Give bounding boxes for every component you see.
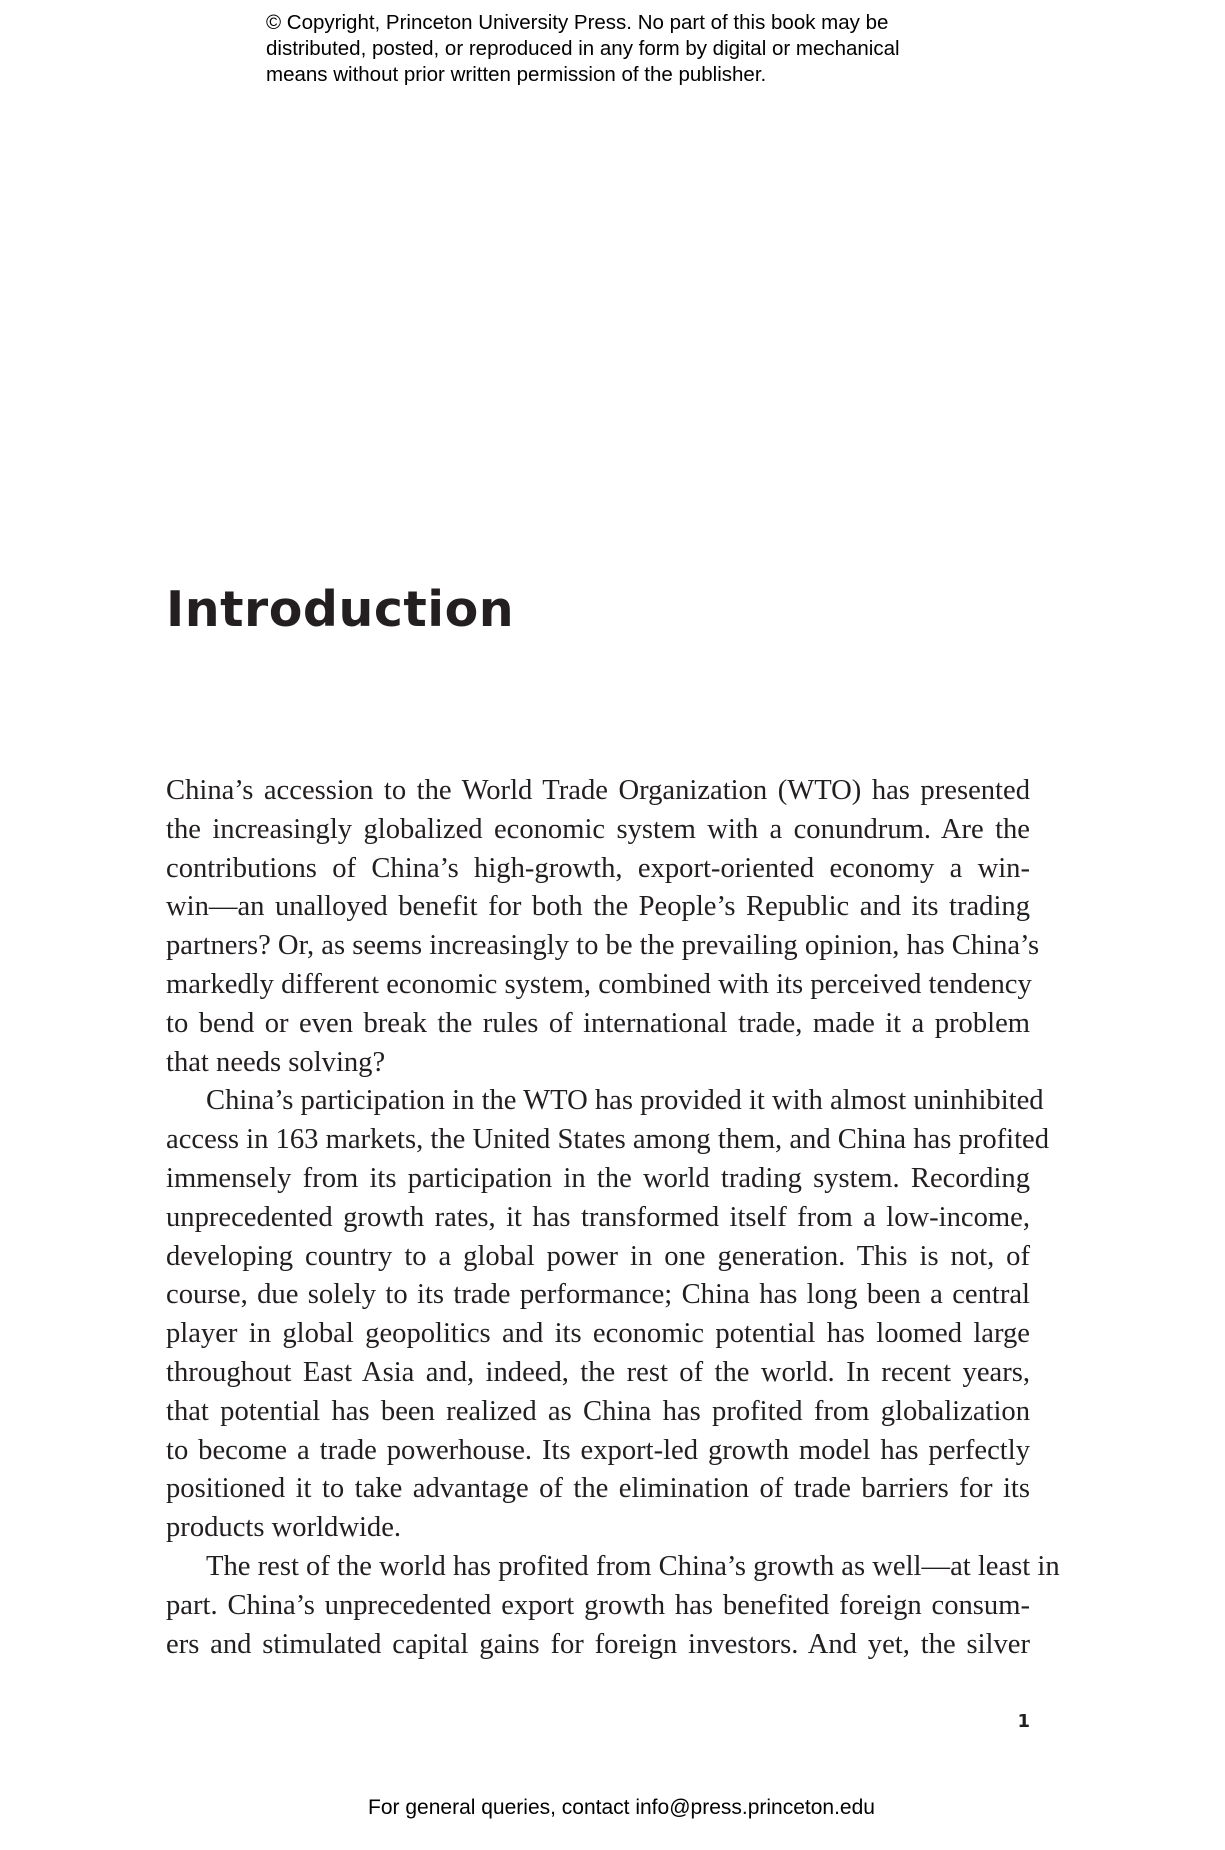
copyright-notice <box>266 10 986 88</box>
text-line: contributions of China’s high-growth, export-oriented economy a win- <box>166 852 1030 884</box>
footer-text: For general queries, contact info@press.princeton.edu <box>368 1796 875 1819</box>
footer-contact <box>0 1795 1225 1821</box>
text-line: markedly different economic system, combined with its perceived tendency <box>166 968 1032 1000</box>
text-line: partners? Or, as seems increasingly to be the prevailing opinion, has China’s <box>166 930 1040 962</box>
text-line: developing country to a global power in one generation. This is not, of <box>166 1240 1030 1272</box>
text-line: positioned it to take advantage of the elimination of trade barriers for its <box>166 1473 1030 1505</box>
text-line: access in 163 markets, the United States among them, and China has profited <box>166 1124 1050 1156</box>
text-line: part. China’s unprecedented export growth has benefited foreign consum- <box>166 1589 1030 1621</box>
body-text <box>166 772 1060 1664</box>
text-line: to become a trade powerhouse. Its export-led growth model has perfectly <box>166 1434 1030 1466</box>
text-line: The rest of the world has profited from China’s growth as well—at least in <box>206 1550 1060 1582</box>
paragraph-1 <box>166 772 1040 1082</box>
text-line: immensely from its participation in the world trading system. Recording <box>166 1162 1030 1194</box>
text-line: China’s accession to the World Trade Organization (WTO) has presented <box>166 775 1030 806</box>
text-line: China’s participation in the WTO has provided it with almost uninhibited <box>206 1085 1044 1117</box>
text-line: to bend or even break the rules of international trade, made it a problem <box>166 1007 1030 1039</box>
copyright-line: © Copyright, Princeton University Press. No part of this book may be <box>266 11 889 34</box>
chapter-title: Introduction <box>166 581 515 638</box>
text-line: player in global geopolitics and its economic potential has loomed large <box>166 1318 1030 1350</box>
text-line: throughout East Asia and, indeed, the rest of the world. In recent years, <box>166 1356 1030 1388</box>
text-line: that potential has been realized as China has profited from globalization <box>166 1395 1030 1427</box>
text-line: unprecedented growth rates, it has transformed itself from a low-income, <box>166 1201 1030 1233</box>
copyright-line: distributed, posted, or reproduced in any form by digital or mechanical <box>266 37 900 60</box>
paragraph-2 <box>166 1082 1050 1548</box>
text-line: products worldwide. <box>166 1512 402 1544</box>
text-line: that needs solving? <box>166 1046 386 1078</box>
text-line: course, due solely to its trade performance; China has long been a central <box>166 1279 1030 1311</box>
text-line: ers and stimulated capital gains for foreign investors. And yet, the silver <box>166 1628 1030 1660</box>
copyright-line: means without prior written permission of the publisher. <box>266 63 767 86</box>
text-line: the increasingly globalized economic system with a conundrum. Are the <box>166 813 1030 845</box>
text-line: win—an unalloyed benefit for both the People’s Republic and its trading <box>166 891 1030 923</box>
page-number: 1 <box>1017 1711 1030 1732</box>
paragraph-3 <box>166 1548 1060 1664</box>
